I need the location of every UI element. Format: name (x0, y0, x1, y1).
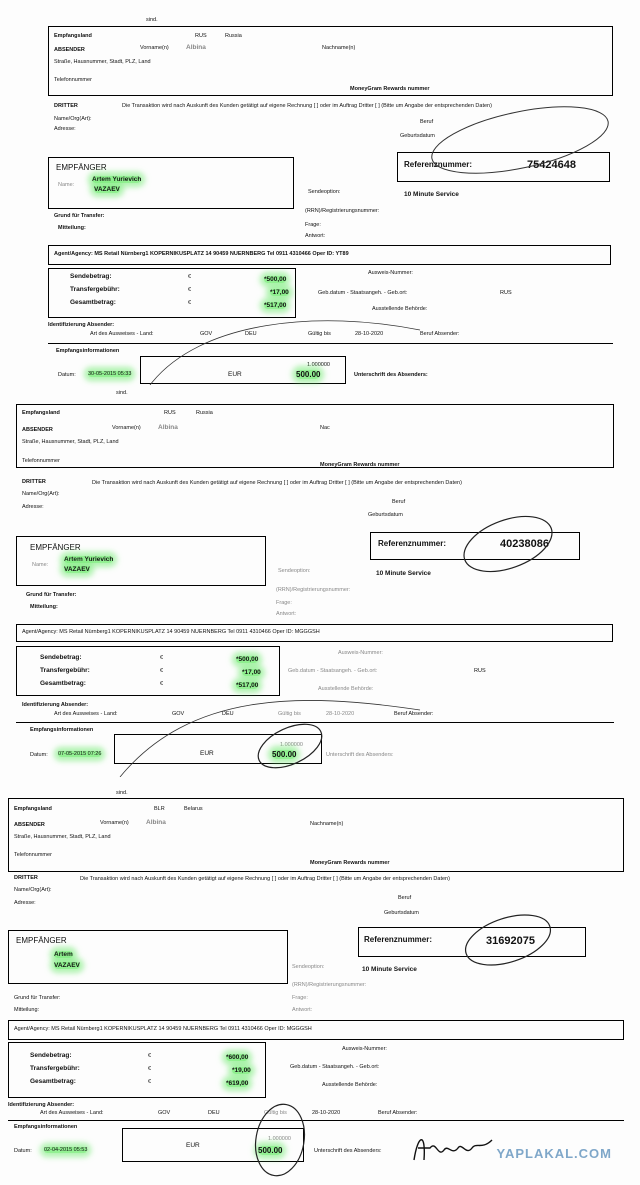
sender-label: ABSENDER (54, 47, 85, 53)
name-org-label: Name/Org(Art): (54, 116, 92, 122)
authority-label: Ausstellende Behörde: (372, 306, 428, 312)
send-label: Sendebetrag: (70, 273, 112, 280)
authority-label: Ausstellende Behörde: (322, 1082, 378, 1088)
ref-number: 31692075 (486, 935, 535, 947)
send-label: Sendebetrag: (40, 654, 82, 661)
third-label: DRITTER (54, 103, 78, 109)
watermark: YAPLAKAL.COM (496, 1146, 612, 1161)
id-type-label: Art des Ausweises - Land: (54, 711, 118, 717)
currency-symbol: € (188, 300, 192, 306)
payout-currency: EUR (228, 371, 242, 378)
payout-currency: EUR (200, 750, 214, 757)
agent-text: Agent/Agency: MS Retail Nürnberg1 KOPERNIKUSPLATZ 14 90459 NUERNBERG Tel 0911 4310466 Oper ID: MGGGSH (22, 629, 320, 635)
job-sender-label: Beruf Absender: (420, 331, 460, 337)
address-label: Straße, Hausnummer, Stadt, PLZ, Land (22, 439, 119, 445)
valid-label: Gültig bis (278, 711, 301, 717)
name-label: Name: (58, 182, 75, 188)
answer-label: Antwort: (276, 611, 297, 617)
third-label: DRITTER (14, 875, 38, 881)
reason-label: Grund für Transfer: (14, 995, 61, 1001)
total-amount: *619,00 (226, 1080, 249, 1087)
first-name: Albina (146, 819, 166, 826)
id-no-label: Ausweis-Nummer: (368, 270, 413, 276)
last-name-label: Nachname(n) (322, 45, 356, 51)
fee-label: Transfergebühr: (40, 667, 90, 674)
valid-date: 28-10-2020 (312, 1110, 341, 1116)
reason-label: Grund für Transfer: (54, 213, 105, 219)
valid-date: 28-10-2020 (326, 711, 355, 717)
job-label: Beruf (398, 895, 412, 901)
country-label: Empfangsland (54, 33, 92, 39)
currency-symbol: € (148, 1053, 152, 1059)
recipient-last: VAZAEV (54, 962, 80, 969)
receive-info-label: Empfangsinformationen (14, 1124, 78, 1130)
date-label: Datum: (30, 752, 48, 758)
recipient-label: EMPFÄNGER (56, 163, 107, 172)
send-amount: *600,00 (226, 1054, 249, 1061)
currency-symbol: € (160, 668, 164, 674)
id-country: DEU (208, 1110, 220, 1116)
sender-box (16, 404, 614, 468)
signature-label: Unterschrift des Absenders: (326, 752, 394, 758)
recipient-last: VAZAEV (64, 566, 90, 573)
send-amount: *500,00 (236, 656, 259, 663)
top-label: sind. (116, 790, 128, 796)
date-value: 07-05-2015 07:26 (58, 751, 102, 757)
id-sender-label: Identifizierung Absender: (48, 322, 115, 328)
receive-info-label: Empfangsinformationen (30, 727, 94, 733)
ref-label: Referenznummer: (404, 160, 473, 169)
sendoption-label: Sendeoption: (308, 189, 341, 195)
date-value: 30-05-2015 05:33 (88, 371, 132, 377)
send-amount: *500,00 (264, 276, 287, 283)
id-type-label: Art des Ausweises - Land: (40, 1110, 104, 1116)
receipt-3 (0, 790, 640, 1185)
third-text: Die Transaktion wird nach Auskunft des Kunden getätigt auf eigene Rechnung [ ] oder im Auftrag Dritter [ ] (Bitte um Angabe der entsprechenden Daten) (122, 103, 492, 109)
ref-number: 75424648 (527, 159, 576, 171)
job-label: Beruf (392, 499, 406, 505)
address2-label: Adresse: (54, 126, 76, 132)
agent-text: Agent/Agency: MS Retail Nürnberg1 KOPERNIKUSPLATZ 14 90459 NUERNBERG Tel 0911 4310466 Oper ID: MGGGSH (14, 1026, 312, 1032)
address2-label: Adresse: (22, 504, 44, 510)
recipient-first: Artem Yurievich (92, 176, 142, 183)
exchange-rate: 1.000000 (280, 742, 303, 748)
receive-info-label: Empfangsinformationen (56, 348, 120, 354)
rewards-label: MoneyGram Rewards nummer (310, 860, 390, 866)
nationality: RUS (500, 290, 512, 296)
service: 10 Minute Service (404, 191, 459, 198)
reg-label: (RRN)/Registrierungsnummer: (276, 587, 351, 593)
answer-label: Antwort: (292, 1007, 313, 1013)
third-text: Die Transaktion wird nach Auskunft des Kunden getätigt auf eigene Rechnung [ ] oder im Auftrag Dritter [ ] (Bitte um Angabe der entsprechenden Daten) (92, 480, 462, 486)
message-label: Mitteilung: (30, 604, 58, 610)
rewards-label: MoneyGram Rewards nummer (320, 462, 400, 468)
job-label: Beruf (420, 119, 434, 125)
date-label: Datum: (14, 1148, 32, 1154)
id-type: GOV (200, 331, 213, 337)
payout-amount: 500.00 (272, 750, 297, 759)
name-org-label: Name/Org(Art): (14, 887, 52, 893)
address-label: Straße, Hausnummer, Stadt, PLZ, Land (14, 834, 111, 840)
id-type: GOV (172, 711, 185, 717)
name-org-label: Name/Org(Art): (22, 491, 60, 497)
fee-amount: *17,00 (270, 289, 289, 296)
fee-label: Transfergebühr: (70, 286, 120, 293)
recipient-label: EMPFÄNGER (16, 936, 67, 945)
authority-label: Ausstellende Behörde: (318, 686, 374, 692)
question-label: Frage: (276, 600, 292, 606)
service: 10 Minute Service (362, 966, 417, 973)
birth-country-label: Geb.datum - Staatsangeh. - Geb.ort: (318, 290, 408, 296)
ref-label: Referenznummer: (364, 935, 433, 944)
fee-amount: *19,00 (232, 1067, 251, 1074)
address-label: Straße, Hausnummer, Stadt, PLZ, Land (54, 59, 151, 65)
message-label: Mitteilung: (58, 225, 86, 231)
birth-label: Geburtsdatum (368, 512, 403, 518)
receipt-1 (0, 0, 640, 385)
currency-symbol: € (160, 655, 164, 661)
date-value: 02-04-2015 05:53 (44, 1147, 88, 1153)
sendoption-label: Sendeoption: (278, 568, 311, 574)
phone-label: Telefonnummer (14, 852, 52, 858)
country-label: Empfangsland (22, 410, 60, 416)
country-name: Russia (196, 410, 213, 416)
receipt-2 (0, 392, 640, 777)
sender-label: ABSENDER (22, 427, 53, 433)
recipient-first: Artem Yurievich (64, 556, 114, 563)
currency-symbol: € (148, 1079, 152, 1085)
third-label: DRITTER (22, 479, 46, 485)
nationality: RUS (474, 668, 486, 674)
country-code: RUS (195, 33, 207, 39)
first-name: Albina (186, 44, 206, 51)
phone-label: Telefonnummer (54, 77, 92, 83)
birth-country-label: Geb.datum - Staatsangeh. - Geb.ort: (288, 668, 378, 674)
id-sender-label: Identifizierung Absender: (8, 1102, 75, 1108)
last-name-label: Nachname(n) (310, 821, 344, 827)
country-name: Belarus (184, 806, 203, 812)
currency-symbol: € (188, 274, 192, 280)
id-no-label: Ausweis-Nummer: (338, 650, 383, 656)
last-name-label: Nac (320, 425, 330, 431)
sender-label: ABSENDER (14, 822, 45, 828)
currency-symbol: € (160, 681, 164, 687)
signature-label: Unterschrift des Absenders: (354, 372, 428, 378)
phone-label: Telefonnummer (22, 458, 60, 464)
send-label: Sendebetrag: (30, 1052, 72, 1059)
country-code: RUS (164, 410, 176, 416)
divider (48, 343, 613, 344)
recipient-label: EMPFÄNGER (30, 543, 81, 552)
handwritten-signature (408, 1130, 498, 1170)
recipient-first: Artem (54, 951, 73, 958)
address2-label: Adresse: (14, 900, 36, 906)
divider (16, 722, 614, 723)
birth-country-label: Geb.datum - Staatsangeh. - Geb.ort: (290, 1064, 380, 1070)
id-type-label: Art des Ausweises - Land: (90, 331, 154, 337)
question-label: Frage: (305, 222, 321, 228)
third-text: Die Transaktion wird nach Auskunft des Kunden getätigt auf eigene Rechnung [ ] oder im Auftrag Dritter [ ] (Bitte um Angabe der entsprechenden Daten) (80, 876, 450, 882)
reg-label: (RRN)/Registrierungsnummer: (305, 208, 380, 214)
total-amount: *517,00 (264, 302, 287, 309)
message-label: Mitteilung: (14, 1007, 40, 1013)
payout-amount: 500.00 (258, 1146, 283, 1155)
valid-label: Gültig bis (308, 331, 331, 337)
top-label: sind. (146, 17, 158, 23)
id-no-label: Ausweis-Nummer: (342, 1046, 387, 1052)
first-name-label: Vorname(n) (140, 45, 169, 51)
first-name-label: Vorname(n) (112, 425, 141, 431)
divider (8, 1120, 624, 1121)
payout-box (122, 1128, 304, 1162)
job-sender-label: Beruf Absender: (378, 1110, 418, 1116)
service: 10 Minute Service (376, 570, 431, 577)
country-code: BLR (154, 806, 165, 812)
currency-symbol: € (148, 1066, 152, 1072)
country-label: Empfangsland (14, 806, 52, 812)
valid-date: 28-10-2020 (355, 331, 384, 337)
recipient-last: VAZAEV (94, 186, 120, 193)
reason-label: Grund für Transfer: (26, 592, 77, 598)
total-label: Gesamtbetrag: (30, 1078, 76, 1085)
name-label: Name: (32, 562, 49, 568)
top-label: sind. (116, 390, 128, 396)
date-label: Datum: (58, 372, 76, 378)
ref-number: 40238086 (500, 538, 549, 550)
valid-label: Gültig bis (264, 1110, 287, 1116)
id-sender-label: Identifizierung Absender: (22, 702, 89, 708)
fee-amount: *17,00 (242, 669, 261, 676)
birth-label: Geburtsdatum (400, 133, 435, 139)
answer-label: Antwort: (305, 233, 326, 239)
id-country: DEU (245, 331, 257, 337)
fee-label: Transfergebühr: (30, 1065, 80, 1072)
exchange-rate: 1.000000 (307, 362, 330, 368)
payout-currency: EUR (186, 1142, 200, 1149)
payout-box (114, 734, 322, 764)
id-type: GOV (158, 1110, 171, 1116)
currency-symbol: € (188, 287, 192, 293)
ref-label: Referenznummer: (378, 539, 447, 548)
question-label: Frage: (292, 995, 308, 1001)
id-country: DEU (222, 711, 234, 717)
total-label: Gesamtbetrag: (70, 299, 116, 306)
agent-text: Agent/Agency: MS Retail Nürnberg1 KOPERNIKUSPLATZ 14 90459 NUERNBERG Tel 0911 4310466 Oper ID: YT89 (54, 251, 349, 257)
first-name-label: Vorname(n) (100, 820, 129, 826)
exchange-rate: 1.000000 (268, 1136, 291, 1142)
country-name: Russia (225, 33, 242, 39)
reg-label: (RRN)/Registrierungsnummer: (292, 982, 367, 988)
signature-label: Unterschrift des Absenders: (314, 1148, 382, 1154)
total-label: Gesamtbetrag: (40, 680, 86, 687)
rewards-label: MoneyGram Rewards nummer (350, 86, 430, 92)
total-amount: *517,00 (236, 682, 259, 689)
first-name: Albina (158, 424, 178, 431)
birth-label: Geburtsdatum (384, 910, 419, 916)
sendoption-label: Sendeoption: (292, 964, 325, 970)
job-sender-label: Beruf Absender: (394, 711, 434, 717)
payout-amount: 500.00 (296, 370, 321, 379)
